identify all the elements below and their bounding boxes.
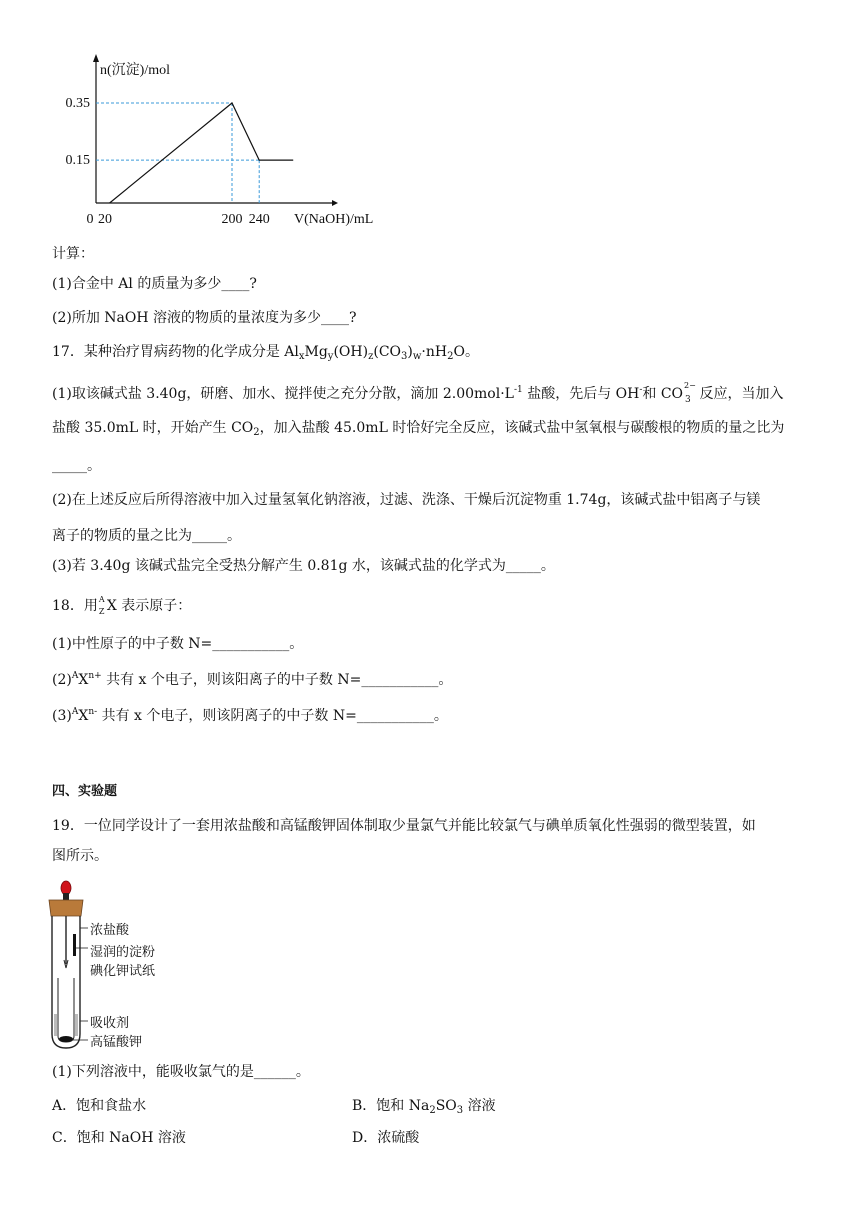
q17-part3: (3)若 3.40g 该碱式盐完全受热分解产生 0.81g 水，该碱式盐的化学式为_____。 (52, 558, 555, 574)
inner-tube (58, 978, 74, 1042)
option-c: C．饱和 NaOH 溶液 (52, 1130, 186, 1146)
label-kmno4: 高锰酸钾 (90, 1035, 143, 1050)
q18-part2: $(2)^AX^{n+}$ 共有 x 个电子，则该阳离子的中子数 N=___________。 (52, 671, 453, 688)
x-tick-label: 200 (221, 212, 243, 227)
x-tick-label: 0 (86, 212, 94, 227)
q16-part2: (2)所加 NaOH 溶液的物质的量浓度为多少____? (52, 310, 357, 326)
q16-part1: (1)合金中 Al 的质量为多少____? (52, 276, 257, 292)
x-tick-label: 20 (98, 212, 112, 227)
stopper (49, 900, 83, 916)
precipitate-chart (40, 50, 400, 230)
q19-stem-line1: 19．一位同学设计了一套用浓盐酸和高锰酸钾固体制取少量氯气并能比较氯气与碘单质氧化性强弱的微型装置，如 (52, 818, 756, 834)
calc-label: 计算： (52, 246, 94, 262)
y-tick-label: 0.35 (65, 96, 90, 111)
q17-part1-line2: 盐酸 35.0mL 时，开始产生 $CO_2$，加入盐酸 45.0mL 时恰好完全反应，该碱式盐中氢氧根与碳酸根的物质的量之比为 (52, 420, 785, 438)
x-tick-label: 240 (248, 212, 270, 227)
series-line (110, 103, 294, 203)
dropper-neck (63, 893, 69, 900)
y-tick-label: 0.15 (65, 153, 90, 169)
section-title: 四、实验题 (52, 784, 118, 799)
label-conc-hcl: 浓盐酸 (90, 923, 130, 938)
q17-stem: 17．某种治疗胃病药物的化学成分是 $Al_xMg_y(OH)_z(CO_3)_w\cdot nH_2O$。 (52, 344, 479, 362)
kmno4 (59, 1036, 73, 1042)
q18-stem: 18．用 A Z X 表示原子： (52, 595, 192, 616)
y-axis-label: n(沉淀)/mol (100, 63, 170, 78)
option-b: B．饱和 $Na_2SO_3$ 溶液 (352, 1098, 496, 1116)
label-test-paper-1: 湿润的淀粉 (90, 945, 156, 960)
q17-part1-line3: _____。 (52, 458, 101, 474)
q17-part2-line2: 离子的物质的量之比为_____。 (52, 528, 241, 544)
y-axis-arrow (93, 54, 99, 62)
q17-part2-line1: (2)在上述反应后所得溶液中加入过量氢氧化钠溶液，过滤、洗涤、干燥后沉淀物重 1.74g，该碱式盐中铝离子与镁 (52, 492, 761, 508)
option-d: D．浓硫酸 (352, 1130, 420, 1146)
option-a: A．饱和食盐水 (52, 1098, 147, 1114)
q19-stem-line2: 图所示。 (52, 848, 108, 864)
q19-part1: (1)下列溶液中，能吸收氯气的是______。 (52, 1064, 310, 1080)
q17-part1-line1: (1)取该碱式盐 3.40g，研磨、加水、搅拌使之充分分散，滴加 $2.00mol\cdot L^{-1}$ 盐酸，先后与 OH-和 CO 2− 3 反应，当加入 (52, 381, 784, 405)
x-axis-arrow (332, 200, 338, 206)
test-paper (73, 934, 76, 956)
label-test-paper-2: 碘化钾试纸 (90, 964, 156, 979)
label-absorbent: 吸收剂 (90, 1016, 130, 1031)
x-axis-label: V(NaOH)/mL (294, 212, 374, 227)
q18-part1: (1)中性原子的中子数 N=___________。 (52, 636, 304, 652)
q18-part3: $(3)^AX^{n-}$ 共有 x 个电子，则该阴离子的中子数 N=___________。 (52, 707, 448, 724)
dropper-bulb (61, 881, 71, 895)
